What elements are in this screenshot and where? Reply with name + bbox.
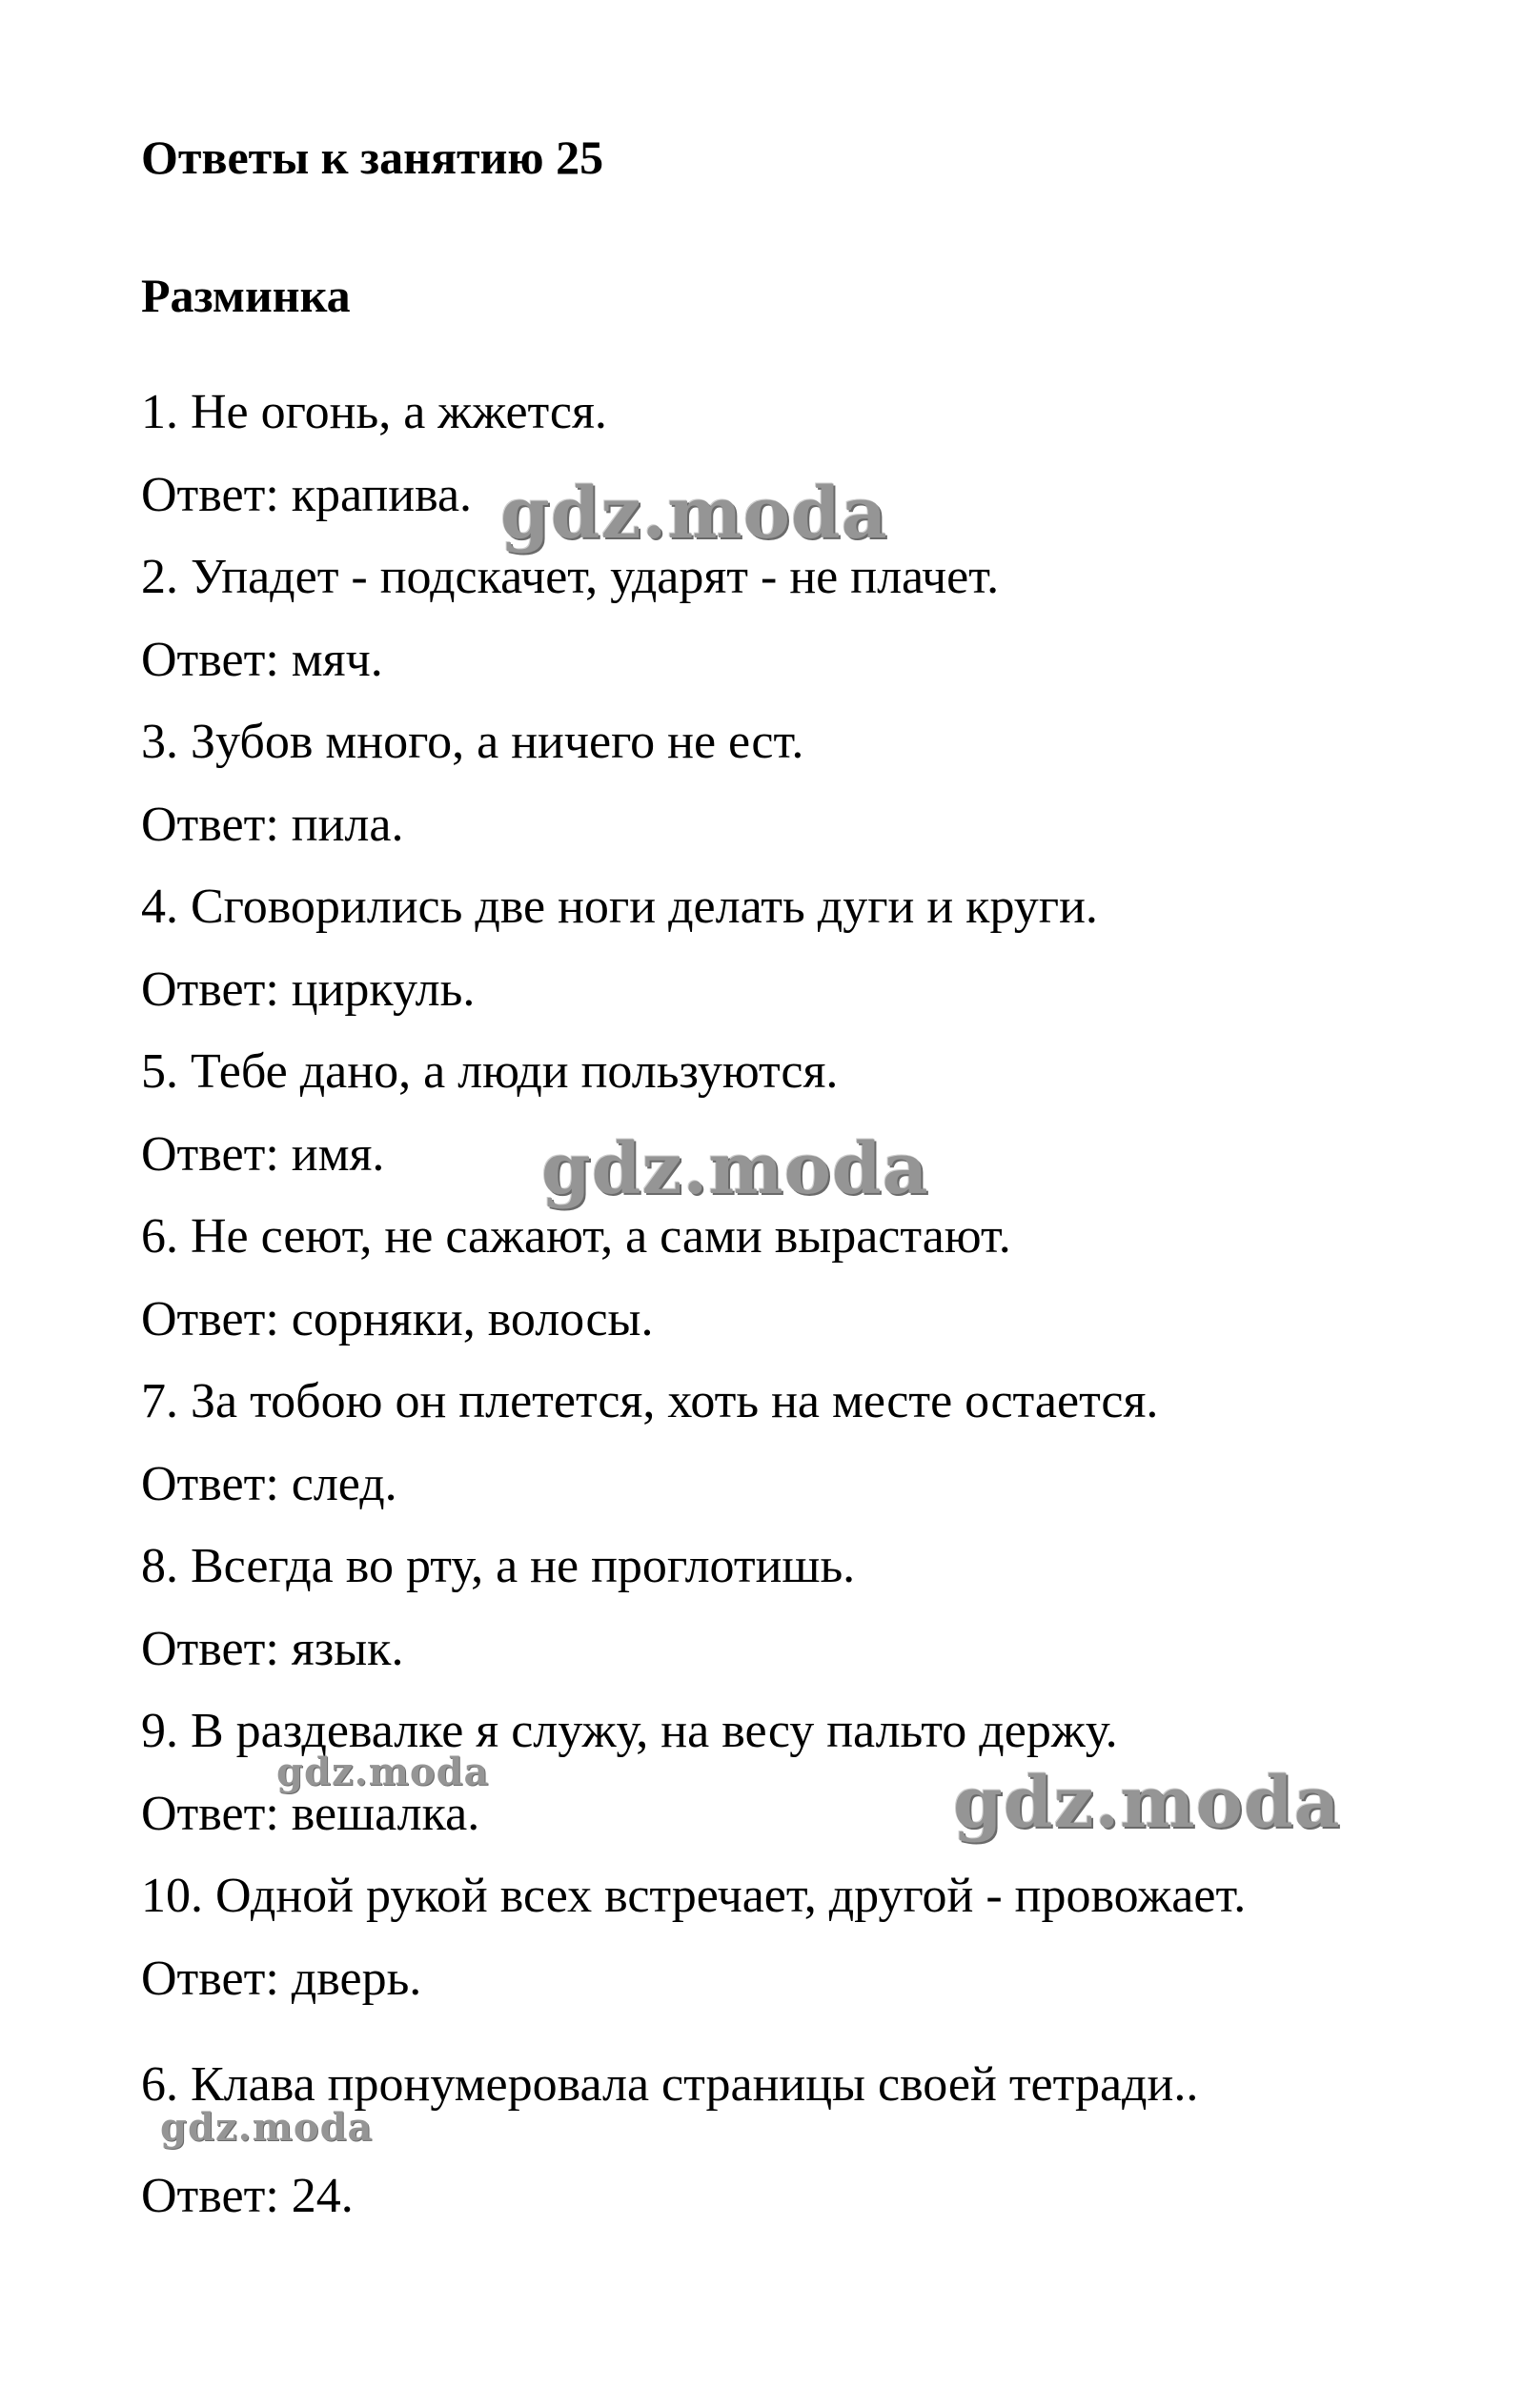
answer-5: Ответ: имя.: [141, 1127, 385, 1182]
riddle-10: 10. Одной рукой всех встречает, другой - провожает.: [141, 1869, 1247, 1923]
task-6: 6. Клава пронумеровала страницы своей тетради..: [141, 2057, 1199, 2112]
answer-8: Ответ: язык.: [141, 1622, 404, 1676]
task-6-answer: Ответ: 24.: [141, 2169, 354, 2223]
page-title: Ответы к занятию 25: [141, 131, 604, 184]
answer-6: Ответ: сорняки, волосы.: [141, 1292, 654, 1346]
riddle-5: 5. Тебе дано, а люди пользуются.: [141, 1044, 839, 1099]
watermark-logo: gdz.moda: [276, 1750, 490, 1794]
riddle-4: 4. Сговорились две ноги делать дуги и круги.: [141, 880, 1098, 934]
answer-7: Ответ: след.: [141, 1457, 397, 1511]
watermark-logo: gdz.moda: [160, 2105, 374, 2150]
riddle-2: 2. Упадет - подскачет, ударят - не плачет.: [141, 550, 1000, 604]
answer-3: Ответ: пила.: [141, 798, 404, 852]
section-title: Разминка: [141, 269, 351, 322]
riddle-8: 8. Всегда во рту, а не проглотишь.: [141, 1539, 856, 1593]
riddle-7: 7. За тобою он плетется, хоть на месте остается.: [141, 1374, 1159, 1428]
riddle-3: 3. Зубов много, а ничего не ест.: [141, 715, 804, 769]
riddle-6: 6. Не сеют, не сажают, а сами вырастают.: [141, 1209, 1011, 1264]
answer-10: Ответ: дверь.: [141, 1952, 422, 2006]
answer-9: Ответ: вешалка.: [141, 1787, 480, 1841]
watermark-logo: gdz.moda: [953, 1762, 1341, 1844]
riddle-9: 9. В раздевалке я служу, на весу пальто держу.: [141, 1704, 1118, 1758]
riddle-1: 1. Не огонь, а жжется.: [141, 385, 607, 439]
watermark-logo: gdz.moda: [541, 1128, 929, 1210]
watermark-logo: gdz.moda: [500, 473, 888, 555]
answer-2: Ответ: мяч.: [141, 633, 383, 687]
answer-4: Ответ: циркуль.: [141, 962, 476, 1017]
answer-1: Ответ: крапива.: [141, 468, 473, 522]
